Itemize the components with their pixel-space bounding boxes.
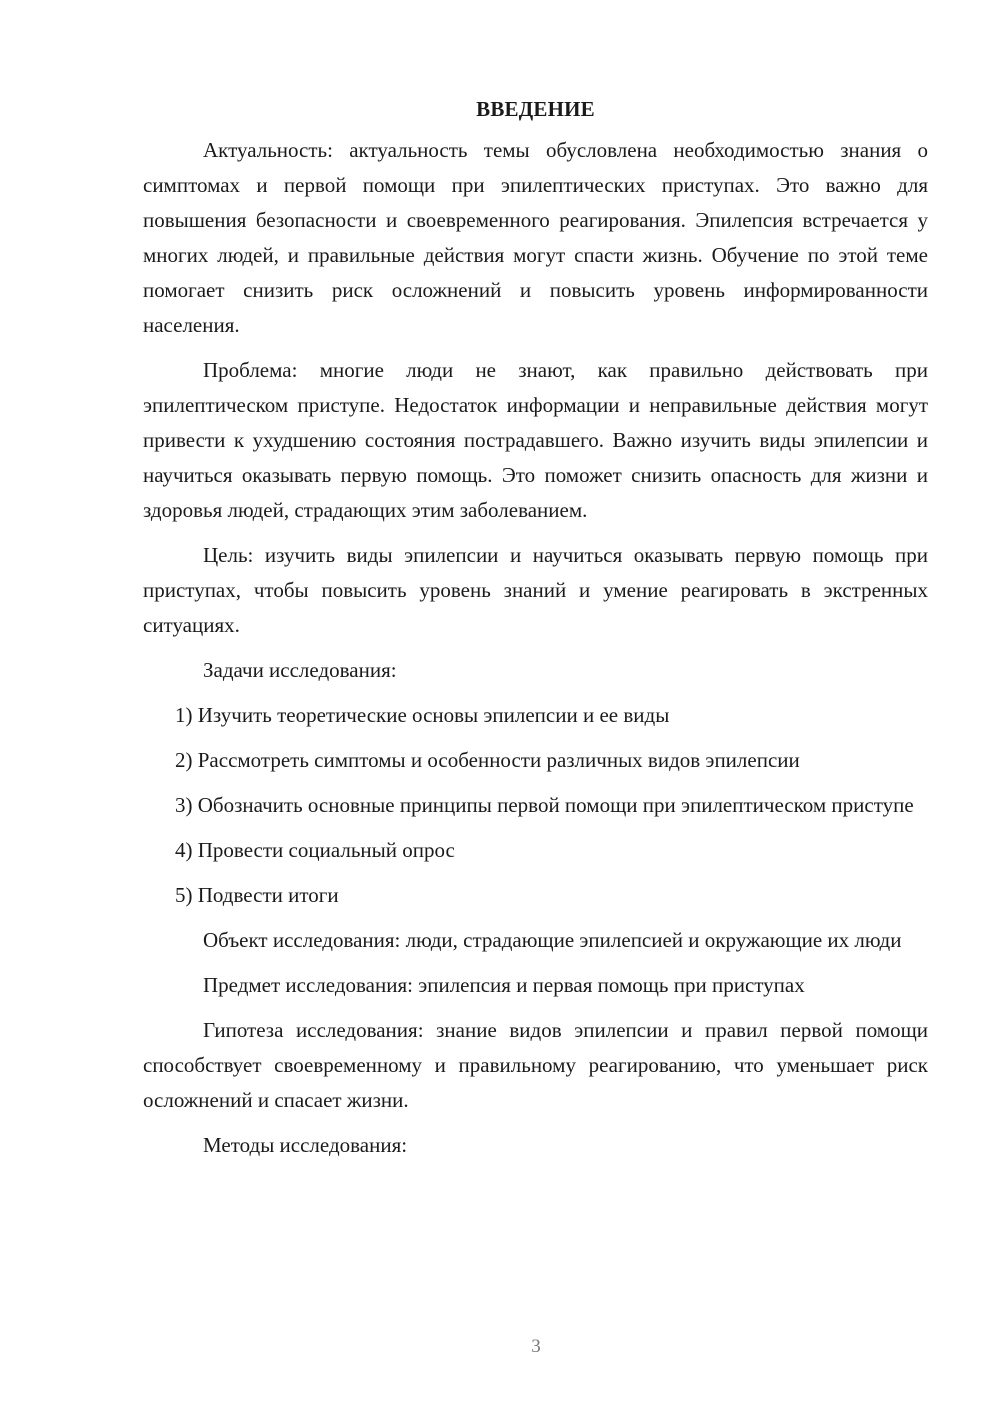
paragraph-goal: Цель: изучить виды эпилепсии и научиться оказывать первую помощь при приступах, чтобы повысить уровень знаний и умение реагировать в экстренных ситуациях. bbox=[143, 543, 928, 637]
section-title: ВВЕДЕНИЕ bbox=[476, 97, 595, 121]
paragraph-relevance: Актуальность: актуальность темы обусловлена необходимостью знания о симптомах и первой помощи при эпилептических приступах. Это важно для повышения безопасности и своевременного реагирования. Эпилепсия встречается у многих людей, и правильные действия могут спасти жизнь. Обучение по этой теме помогает снизить риск осложнений и повысить уровень информированности населения. bbox=[143, 138, 928, 337]
task-item-3: 3) Обозначить основные принципы первой помощи при эпилептическом приступе bbox=[175, 793, 914, 817]
document-page bbox=[143, 92, 928, 1163]
paragraph-problem: Проблема: многие люди не знают, как правильно действовать при эпилептическом приступе. Недостаток информации и неправильные действия могут привести к ухудшению состояния пострадавшего. Важно изучить виды эпилепсии и научиться оказывать первую помощь. Это поможет снизить опасность для жизни и здоровья людей, страдающих этим заболеванием. bbox=[143, 358, 928, 522]
page-number: 3 bbox=[531, 1336, 541, 1357]
task-item-1: 1) Изучить теоретические основы эпилепсии и ее виды bbox=[175, 703, 670, 727]
task-item-4: 4) Провести социальный опрос bbox=[175, 838, 455, 862]
task-item-5: 5) Подвести итоги bbox=[175, 883, 339, 907]
paragraph-tasks-heading: Задачи исследования: bbox=[203, 658, 397, 682]
paragraph-object: Объект исследования: люди, страдающие эпилепсией и окружающие их люди bbox=[203, 928, 902, 952]
paragraph-subject: Предмет исследования: эпилепсия и первая помощь при приступах bbox=[203, 973, 805, 997]
paragraph-methods: Методы исследования: bbox=[203, 1133, 408, 1157]
paragraph-hypothesis: Гипотеза исследования: знание видов эпилепсии и правил первой помощи способствует своевременному и правильному реагированию, что уменьшает риск осложнений и спасает жизни. bbox=[143, 1018, 928, 1112]
task-item-2: 2) Рассмотреть симптомы и особенности различных видов эпилепсии bbox=[175, 748, 800, 772]
